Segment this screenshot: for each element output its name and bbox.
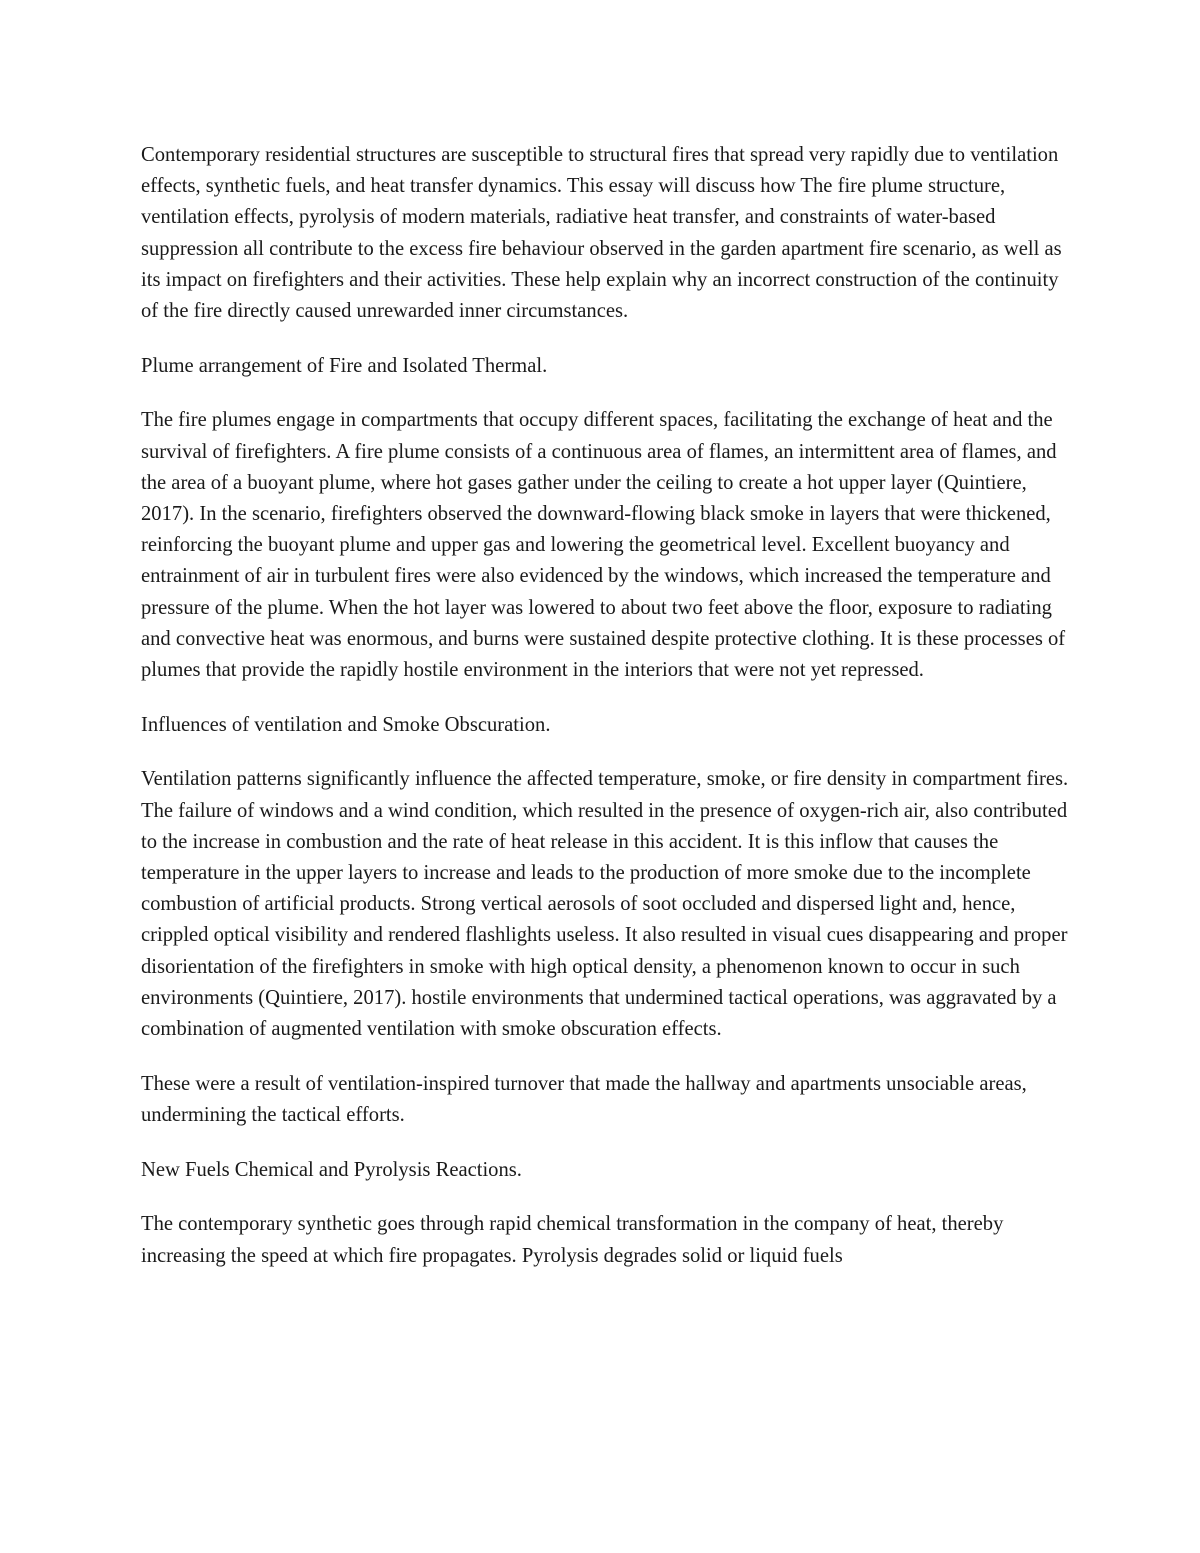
ventilation-followup-paragraph: These were a result of ventilation-inspired turnover that made the hallway and apartments unsociable areas, undermining the tactical efforts.: [141, 1072, 1027, 1126]
section-heading-ventilation: Influences of ventilation and Smoke Obscuration.: [141, 713, 551, 736]
pyrolysis-paragraph: The contemporary synthetic goes through rapid chemical transformation in the company of heat, thereby increasing the speed at which fire propagates. Pyrolysis degrades solid or liquid fuels: [141, 1213, 1004, 1267]
ventilation-paragraph: Ventilation patterns significantly influence the affected temperature, smoke, or fire density in compartment fires. The failure of windows and a wind condition, which resulted in the presence of oxygen-rich air, also contributed to the increase in combustion and the rate of heat release in this accident. It is this inflow that causes the temperature in the upper layers to increase and leads to the production of more smoke due to the incomplete combustion of artificial products. Strong vertical aerosols of soot occluded and dispersed light and, hence, crippled optical visibility and rendered flashlights useless. It also resulted in visual cues disappearing and proper disorientation of the firefighters in smoke with high optical density, a phenomenon known to occur in such environments (Quintiere, 2017). hostile environments that undermined tactical operations, was aggravated by a combination of augmented ventilation with smoke obscuration effects.: [141, 768, 1069, 1041]
section-heading-plume: Plume arrangement of Fire and Isolated Thermal.: [141, 354, 548, 377]
plume-paragraph: The fire plumes engage in compartments that occupy different spaces, facilitating the exchange of heat and the survival of firefighters. A fire plume consists of a continuous area of flames, an intermittent area of flames, and the area of a buoyant plume, where hot gases gather under the ceiling to create a hot upper layer (Quintiere, 2017). In the scenario, firefighters observed the downward-flowing black smoke in layers that were thickened, reinforcing the buoyant plume and upper gas and lowering the geometrical level. Excellent buoyancy and entrainment of air in turbulent fires were also evidenced by the windows, which increased the temperature and pressure of the plume. When the hot layer was lowered to about two feet above the floor, exposure to radiating and convective heat was enormous, and burns were sustained despite protective clothing. It is these processes of plumes that provide the rapidly hostile environment in the interiors that were not yet repressed.: [141, 409, 1066, 682]
intro-paragraph: Contemporary residential structures are susceptible to structural fires that spread very rapidly due to ventilation effects, synthetic fuels, and heat transfer dynamics. This essay will discuss how The fire plume structure, ventilation effects, pyrolysis of modern materials, radiative heat transfer, and constraints of water-based suppression all contribute to the excess fire behaviour observed in the garden apartment fire scenario, as well as its impact on firefighters and their activities. These help explain why an incorrect construction of the continuity of the fire directly caused unrewarded inner circumstances.: [141, 144, 1062, 323]
section-heading-pyrolysis: New Fuels Chemical and Pyrolysis Reactions.: [141, 1158, 522, 1181]
document-body: [141, 140, 1076, 1295]
